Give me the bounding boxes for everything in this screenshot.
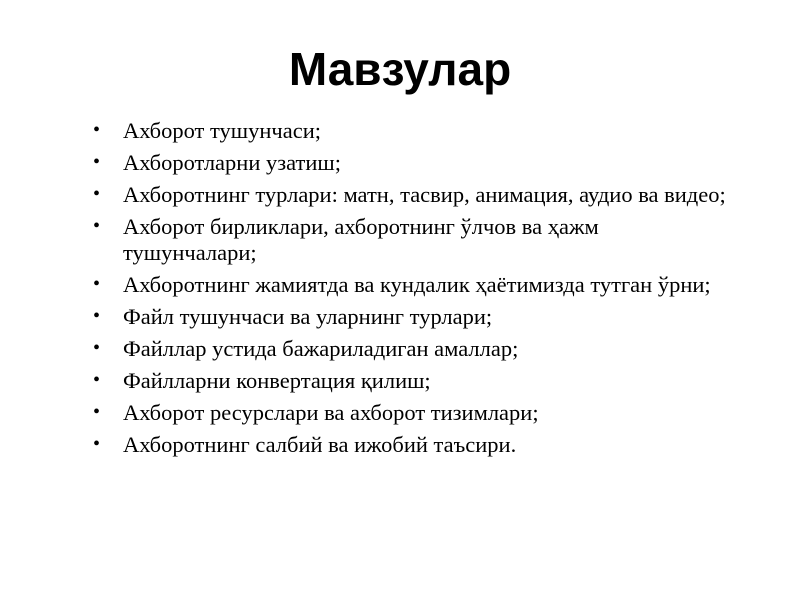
bullet-icon: •: [93, 369, 101, 391]
list-item: [90, 118, 730, 144]
bullet-icon: •: [93, 337, 101, 359]
list-item-text: Ахборот тушунчаси;: [123, 118, 321, 143]
bullet-icon: •: [93, 273, 101, 295]
list-item-text: Ахборот ресурслари ва ахборот тизимлари;: [123, 400, 539, 425]
list-item: [90, 214, 730, 266]
list-item-text: Файллар устида бажариладиган амаллар;: [123, 336, 519, 361]
list-item: [90, 304, 730, 330]
list-item: [90, 182, 730, 208]
list-item: [90, 368, 730, 394]
bullet-icon: •: [93, 119, 101, 141]
list-item: [90, 336, 730, 362]
list-item: [90, 432, 730, 458]
bullet-icon: •: [93, 433, 101, 455]
list-item: [90, 400, 730, 426]
list-item-text: Ахборотнинг салбий ва ижобий таъсири.: [123, 432, 517, 457]
bullet-icon: •: [93, 305, 101, 327]
list-item-text: Файлларни конвертация қилиш;: [123, 368, 431, 393]
list-item-text: Ахборот бирликлари, ахборотнинг ўлчов ва ҳажм тушунчалари;: [123, 214, 599, 265]
slide-title: Мавзулар: [288, 43, 512, 95]
bullet-icon: •: [93, 215, 101, 237]
list-item: [90, 272, 730, 298]
list-item-text: Файл тушунчаси ва уларнинг турлари;: [123, 304, 493, 329]
list-item: [90, 150, 730, 176]
bullet-icon: •: [93, 151, 101, 173]
list-item-text: Ахборотнинг турлари: матн, тасвир, анимация, аудио ва видео;: [123, 182, 726, 207]
bullet-icon: •: [93, 401, 101, 423]
list-item-text: Ахборотнинг жамиятда ва кундалик ҳаётимизда тутган ўрни;: [123, 272, 711, 297]
bullet-icon: •: [93, 183, 101, 205]
topic-list: [90, 118, 730, 464]
list-item-text: Ахборотларни узатиш;: [123, 150, 341, 175]
